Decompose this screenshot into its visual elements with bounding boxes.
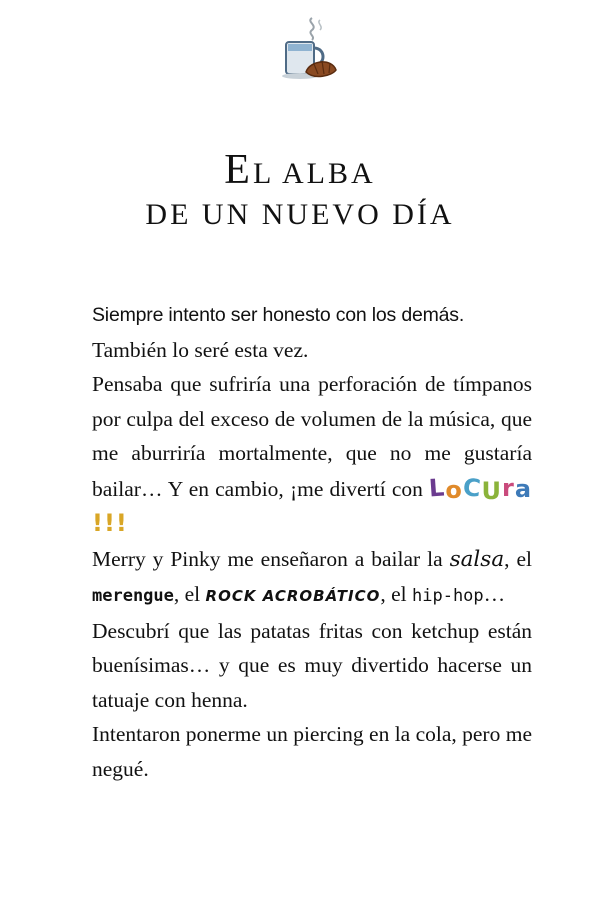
paragraph-2: También lo seré esta vez. xyxy=(92,337,309,362)
locura-styled-word: LoCUra!!! xyxy=(92,472,533,537)
separator-2: , el xyxy=(173,582,201,606)
word-rock-acrobatico: ROCK ACROBÁTICO xyxy=(205,587,381,605)
paragraph-3-text: Pensaba que sufriría una perforación de tímpanos por culpa del exceso de volumen de la música, que me aburriría mortalmente, que no me gustaría bailar… Y en cambio, ¡me divertí con xyxy=(92,372,532,501)
word-hip-hop: hip-hop xyxy=(412,586,484,606)
word-merengue: merengue xyxy=(92,586,174,606)
paragraph-4-intro: Merry y Pinky me enseñaron a bailar la xyxy=(92,546,443,571)
chapter-title-line-2: DE UN NUEVO DÍA xyxy=(145,198,455,231)
paragraph-1: Siempre intento ser honesto con los demás. xyxy=(92,304,465,326)
separator-3: , el xyxy=(380,582,407,606)
word-salsa: salsa xyxy=(449,546,505,572)
title-initial: E xyxy=(224,147,253,193)
paragraph-5: Descubrí que las patatas fritas con ketchup están buenísimas… y que es muy divertido hacerse un tatuaje con henna. xyxy=(92,618,532,712)
title-line-1-rest: L ALBA xyxy=(252,157,376,190)
chapter-title-line-1 xyxy=(0,146,600,194)
paragraph-3 xyxy=(92,367,532,542)
separator-1: , el xyxy=(504,546,532,571)
ellipsis: … xyxy=(483,582,506,606)
body-text xyxy=(92,298,532,786)
paragraph-6: Intentaron ponerme un piercing en la cola, pero me negué. xyxy=(92,722,532,781)
paragraph-4 xyxy=(92,542,532,614)
steaming-mug-with-croissant-icon xyxy=(272,14,340,84)
